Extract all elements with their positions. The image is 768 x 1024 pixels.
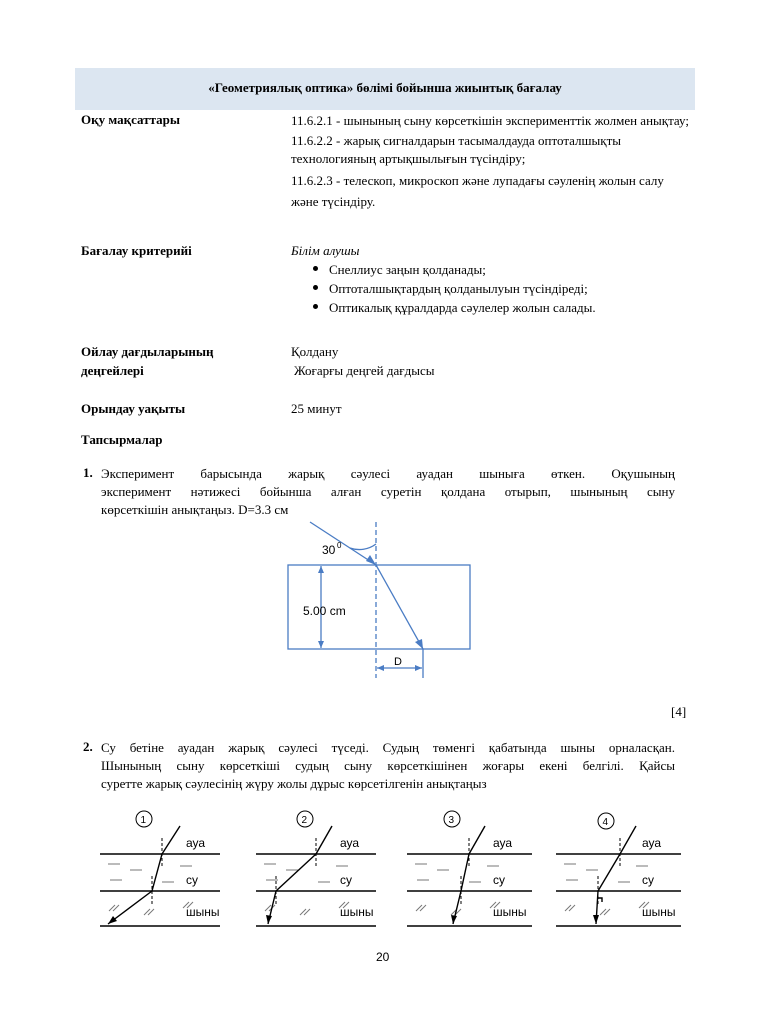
task1-line: эксперимент нәтижесі бойынша алған суретін қолдана отырып, шынының сыну — [101, 484, 675, 499]
air-label: ауа — [186, 836, 206, 850]
criteria-list — [307, 260, 687, 317]
objective-item: 11.6.2.1 - шынының сыну көрсеткішін эксперименттік жолмен анықтау; — [291, 113, 689, 128]
skills-label-line2: деңгейлері — [81, 363, 144, 378]
task2-line: суретте жарық сәулесінің жүру жолы дұрыс көрсетілгенін анықтаңыз — [101, 776, 487, 791]
objectives-label: Оқу мақсаттары — [81, 112, 181, 127]
glass-label: шыны — [340, 905, 374, 919]
task1-line: көрсеткішін анықтаңыз. D=3.3 см — [101, 502, 289, 517]
water-label: су — [642, 873, 654, 887]
angle-arc — [350, 544, 376, 550]
tasks-heading: Тапсырмалар — [81, 432, 163, 447]
task1-number: 1. — [83, 465, 93, 480]
air-label: ауа — [642, 836, 662, 850]
objective-item: 11.6.2.3 - телескоп, микроскоп және лупадағы сәуленің жолын салу және түсіндіру. — [291, 173, 664, 209]
refracted-ray — [376, 565, 423, 649]
task2-number: 2. — [83, 739, 93, 754]
task2-text — [101, 739, 675, 793]
criteria-item: Снеллиус заңын қолданады; — [307, 260, 687, 279]
height-arrow-bottom — [318, 641, 324, 648]
diagram-number: 3 — [448, 815, 455, 826]
time-value: 25 минут — [291, 401, 342, 416]
incident-arrowhead — [366, 555, 376, 565]
diagram-2 — [256, 806, 386, 934]
d-arrow-right — [415, 665, 422, 671]
water-label: су — [186, 873, 198, 887]
diagram-number: 1 — [140, 815, 147, 826]
time-label: Орындау уақыты — [81, 401, 186, 416]
diagram-4 — [556, 806, 686, 934]
air-label: ауа — [493, 836, 513, 850]
criteria-item: Оптоталшықтардың қолданылуын түсіндіреді; — [307, 279, 687, 298]
angle-label: 30 — [322, 543, 336, 557]
diagram-3 — [407, 806, 537, 934]
skills-value-line2: Жоғарғы деңгей дағдысы — [294, 363, 435, 378]
task1-score: [4] — [671, 704, 687, 719]
refraction-figure — [280, 518, 480, 683]
glass-label: шыны — [186, 905, 220, 919]
skills-label-line1: Ойлау дағдыларының — [81, 344, 214, 359]
task1-text — [101, 465, 675, 519]
d-arrow-left — [377, 665, 384, 671]
air-label: ауа — [340, 836, 360, 850]
criteria-item: Оптикалық құралдарда сәулелер жолын салады. — [307, 298, 687, 317]
skills-value-line1: Қолдану — [291, 344, 339, 359]
task2-line: Шынының сыну көрсеткіші судың сыну көрсеткішінен жоғары екені белгілі. Қайсы — [101, 758, 675, 773]
page-title: «Геометриялық оптика» бөлімі бойынша жиынтық бағалау — [208, 80, 562, 95]
task2-line: Су бетіне ауадан жарық сәулесі түседі. Судың төменгі қабатында шыны орналасқан. — [101, 740, 675, 755]
angle-degree: 0 — [337, 541, 342, 550]
criteria-intro: Білім алушы — [291, 243, 360, 258]
water-label: су — [340, 873, 352, 887]
glass-label: шыны — [642, 905, 676, 919]
diagram-1 — [100, 806, 230, 934]
task1-line: Эксперимент барысында жарық сәулесі ауадан шыныға өткен. Оқушының — [101, 466, 675, 481]
objective-item: 11.6.2.2 - жарық сигналдарын тасымалдауда оптоталшықты технологияның артықшылығын түсіндіру; — [291, 133, 622, 166]
objectives-list — [291, 112, 691, 212]
d-label: D — [394, 656, 402, 668]
criteria-label: Бағалау критерийі — [81, 243, 192, 258]
ray-arrowhead — [593, 915, 599, 924]
refracted-arrowhead — [415, 639, 423, 649]
diagram-number: 2 — [301, 815, 308, 826]
height-label: 5.00 cm — [303, 604, 346, 618]
ray-arrowhead — [108, 916, 117, 924]
glass-label: шыны — [493, 905, 527, 919]
diagram-number: 4 — [602, 817, 609, 828]
height-arrow-top — [318, 566, 324, 573]
water-label: су — [493, 873, 505, 887]
page-number: 20 — [376, 950, 390, 964]
incident-ray — [310, 522, 376, 565]
